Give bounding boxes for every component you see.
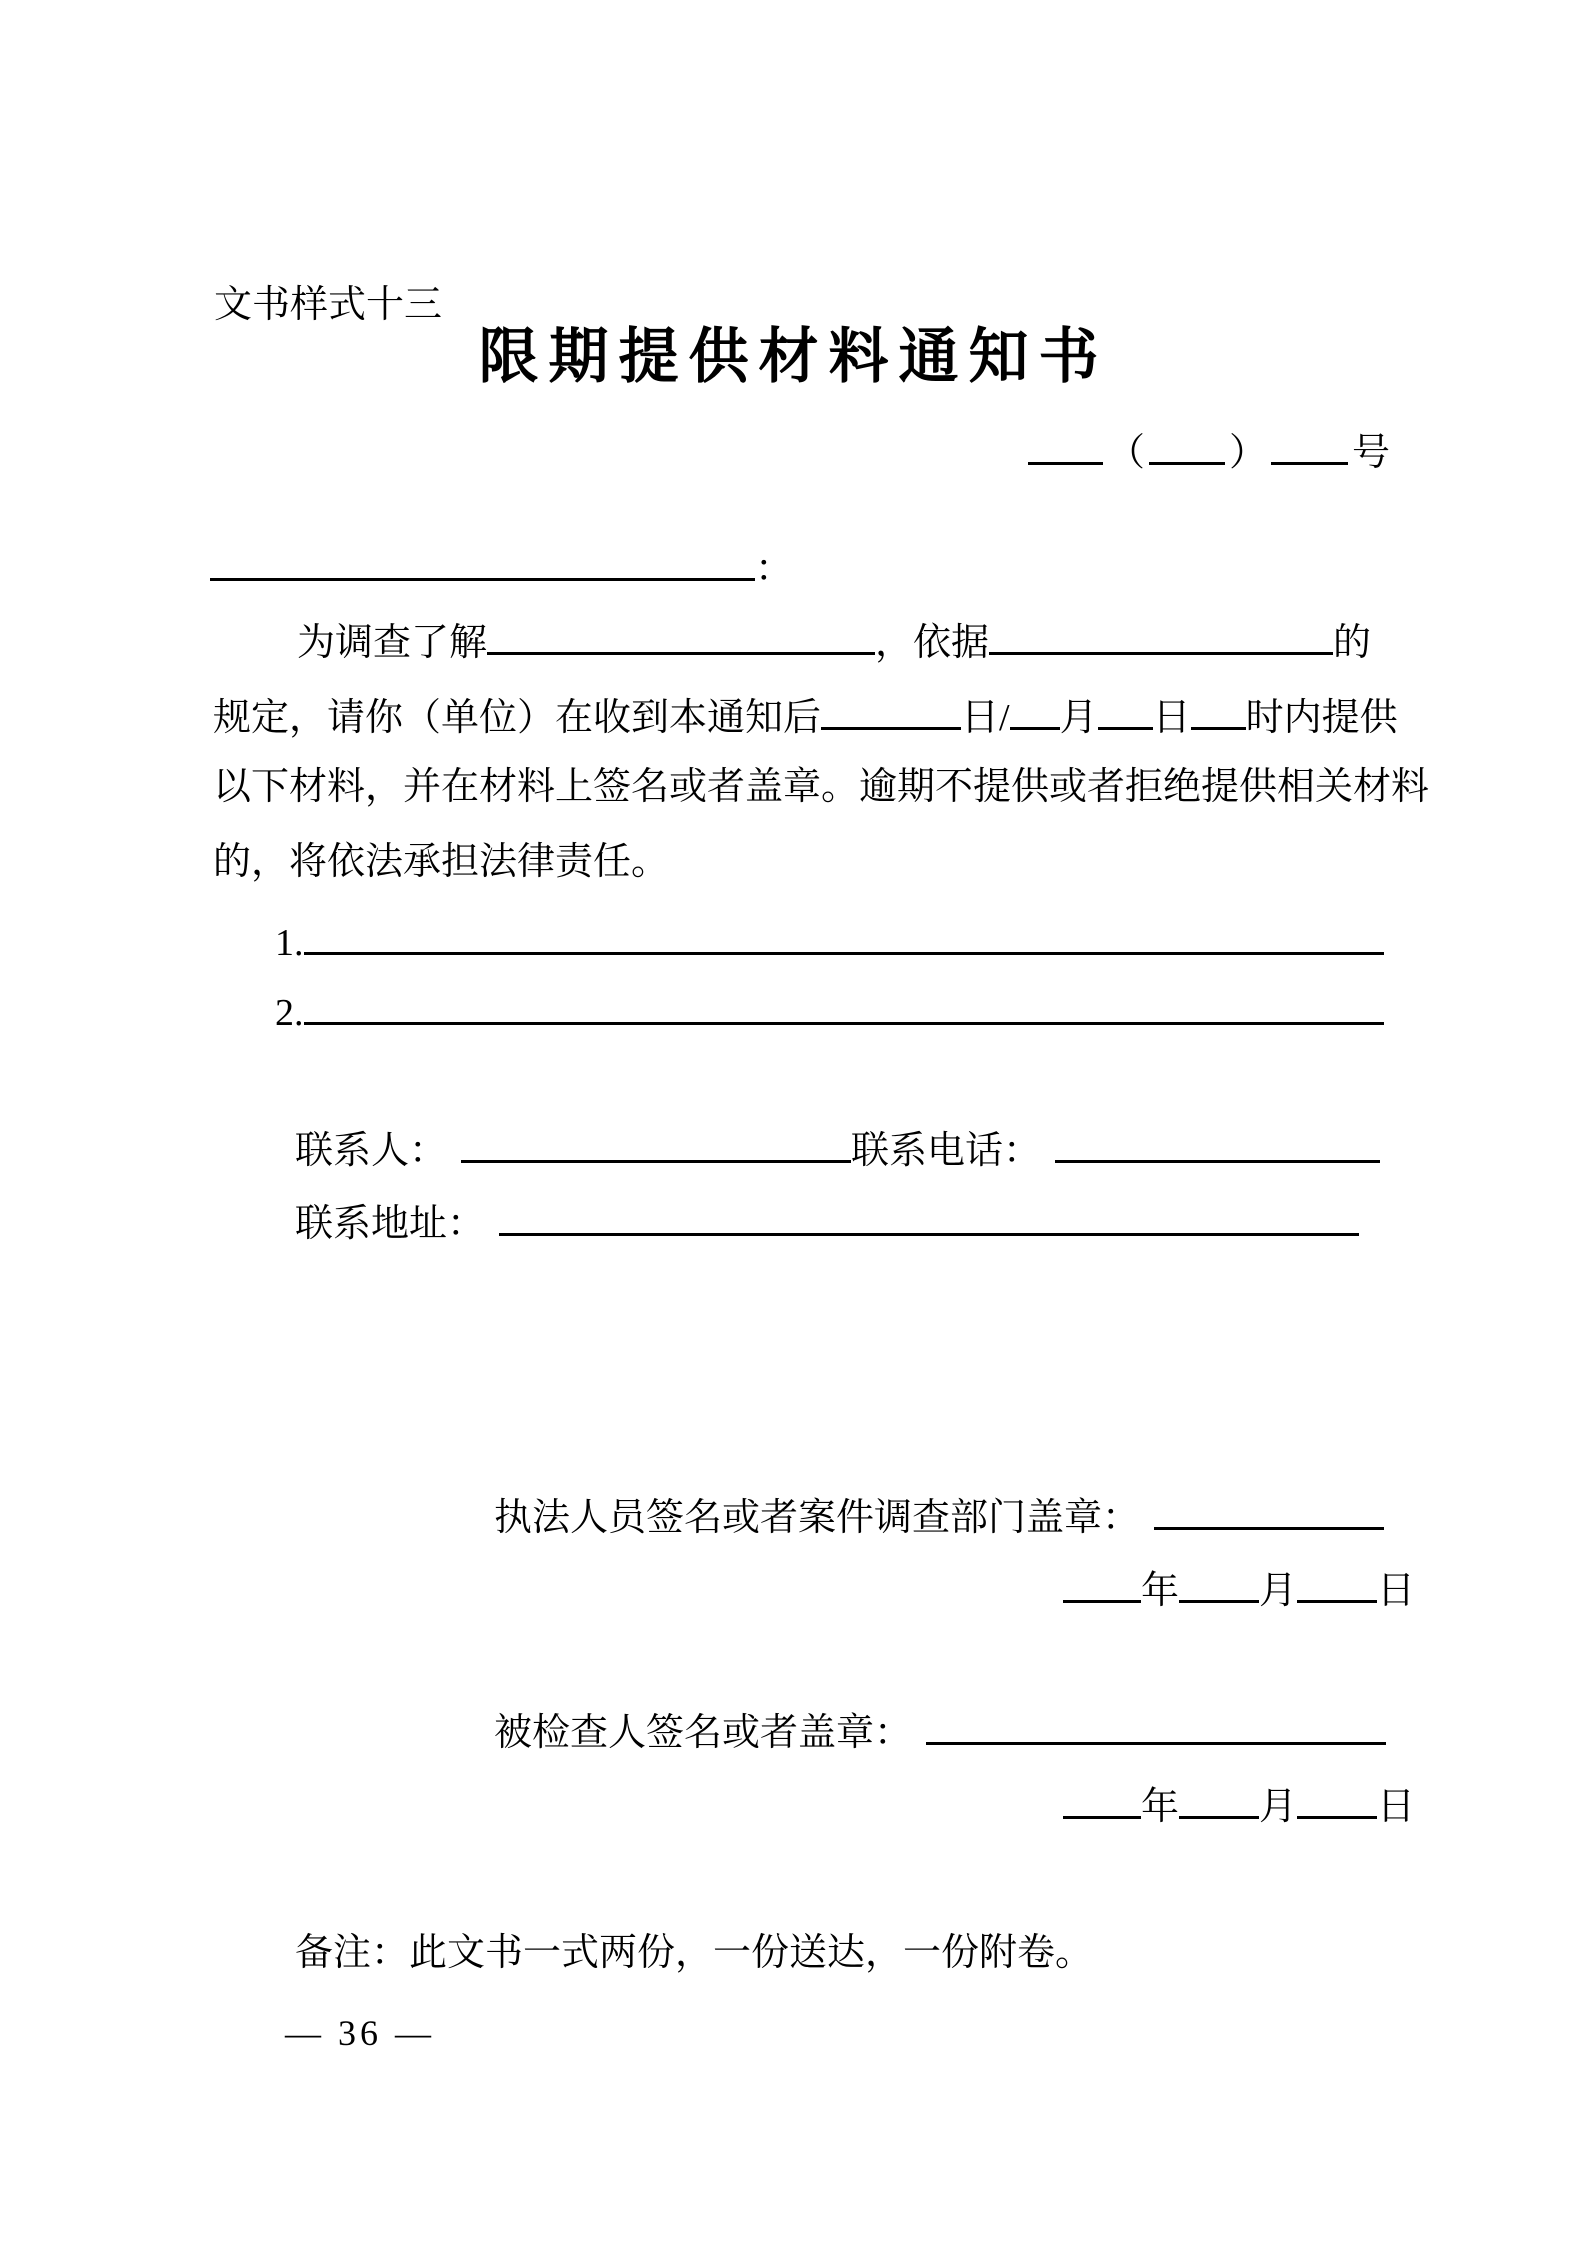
enforcer-date-year-blank[interactable] xyxy=(1063,1560,1141,1603)
enforcer-date-year-label: 年 xyxy=(1140,1569,1179,1612)
addressee-colon: ： xyxy=(755,547,794,590)
contact-address-blank[interactable] xyxy=(499,1193,1359,1236)
enforcer-date-day-blank[interactable] xyxy=(1297,1560,1377,1603)
doc-no-paren-close: ） xyxy=(1228,431,1267,474)
body-line-4: 的，将依法承担法律责任。 xyxy=(213,841,670,883)
p1-lead-text: 为调查了解 xyxy=(297,621,488,664)
body-line-3: 以下材料，并在材料上签名或者盖章。逾期不提供或者拒绝提供相关材料 xyxy=(213,766,1430,808)
p2-day-slash-text: 日/ xyxy=(961,696,1010,739)
footnote: 备注：此文书一式两份，一份送达，一份附卷。 xyxy=(295,1932,1094,1974)
enforcer-signature-blank[interactable] xyxy=(1154,1487,1384,1530)
page-number: — 36 — xyxy=(285,2013,435,2053)
inspected-date-year-label: 年 xyxy=(1140,1785,1179,1828)
material-item-2 xyxy=(275,982,1384,1038)
inspected-date-month-label: 月 xyxy=(1258,1785,1297,1828)
contact-line xyxy=(295,1120,1380,1176)
p2-month-text: 月 xyxy=(1059,696,1098,739)
p2-hour-blank[interactable] xyxy=(1191,687,1246,730)
contact-phone-blank[interactable] xyxy=(1055,1120,1380,1163)
p1-mid-text: ，依据 xyxy=(875,621,990,664)
item-2-blank[interactable] xyxy=(304,982,1384,1025)
p2-lead-text: 规定，请你（单位）在收到本通知后 xyxy=(213,696,822,739)
sample-label: 文书样式十三 xyxy=(214,284,443,326)
inspected-signature-blank[interactable] xyxy=(926,1702,1386,1745)
contact-address-label: 联系地址： xyxy=(295,1202,486,1245)
body-line-2 xyxy=(213,687,1398,743)
doc-no-paren-open: （ xyxy=(1106,431,1145,474)
item-2-number: 2. xyxy=(275,991,304,1034)
p2-month-blank[interactable] xyxy=(1010,687,1060,730)
item-1-number: 1. xyxy=(275,921,304,964)
inspected-date-line xyxy=(1063,1776,1415,1832)
material-item-1 xyxy=(275,912,1384,968)
doc-no-blank-2[interactable] xyxy=(1149,422,1225,465)
enforcer-date-line xyxy=(1063,1560,1415,1616)
enforcer-date-month-label: 月 xyxy=(1258,1569,1297,1612)
p2-tail-text: 时内提供 xyxy=(1245,696,1398,739)
p2-days-blank[interactable] xyxy=(821,687,961,730)
doc-number-line xyxy=(1024,422,1390,478)
contact-person-blank[interactable] xyxy=(461,1120,851,1163)
inspected-date-year-blank[interactable] xyxy=(1063,1776,1141,1819)
enforcer-date-day-label: 日 xyxy=(1376,1569,1415,1612)
p1-legal-basis-blank[interactable] xyxy=(989,612,1333,655)
inspected-signature-line xyxy=(494,1702,1386,1758)
body-line-1 xyxy=(213,612,1371,668)
doc-no-blank-3[interactable] xyxy=(1271,422,1348,465)
doc-no-blank-1[interactable] xyxy=(1028,422,1103,465)
p1-matter-blank[interactable] xyxy=(487,612,875,655)
inspected-signature-label: 被检查人签名或者盖章： xyxy=(494,1711,913,1754)
item-1-blank[interactable] xyxy=(304,912,1384,955)
p2-day-blank[interactable] xyxy=(1098,687,1153,730)
doc-no-suffix: 号 xyxy=(1351,431,1390,474)
inspected-date-day-blank[interactable] xyxy=(1297,1776,1377,1819)
contact-phone-label: 联系电话： xyxy=(851,1129,1042,1172)
p2-day-text: 日 xyxy=(1152,696,1191,739)
contact-person-label: 联系人： xyxy=(295,1129,448,1172)
addressee-blank[interactable] xyxy=(210,538,755,581)
document-title: 限期提供材料通知书 xyxy=(478,324,1109,390)
inspected-date-day-label: 日 xyxy=(1376,1785,1415,1828)
inspected-date-month-blank[interactable] xyxy=(1179,1776,1259,1819)
contact-address-line xyxy=(295,1193,1359,1249)
addressee-line xyxy=(210,538,793,594)
enforcer-signature-line xyxy=(494,1487,1384,1543)
enforcer-signature-label: 执法人员签名或者案件调查部门盖章： xyxy=(494,1496,1141,1539)
enforcer-date-month-blank[interactable] xyxy=(1179,1560,1259,1603)
p1-tail-text: 的 xyxy=(1333,621,1372,664)
